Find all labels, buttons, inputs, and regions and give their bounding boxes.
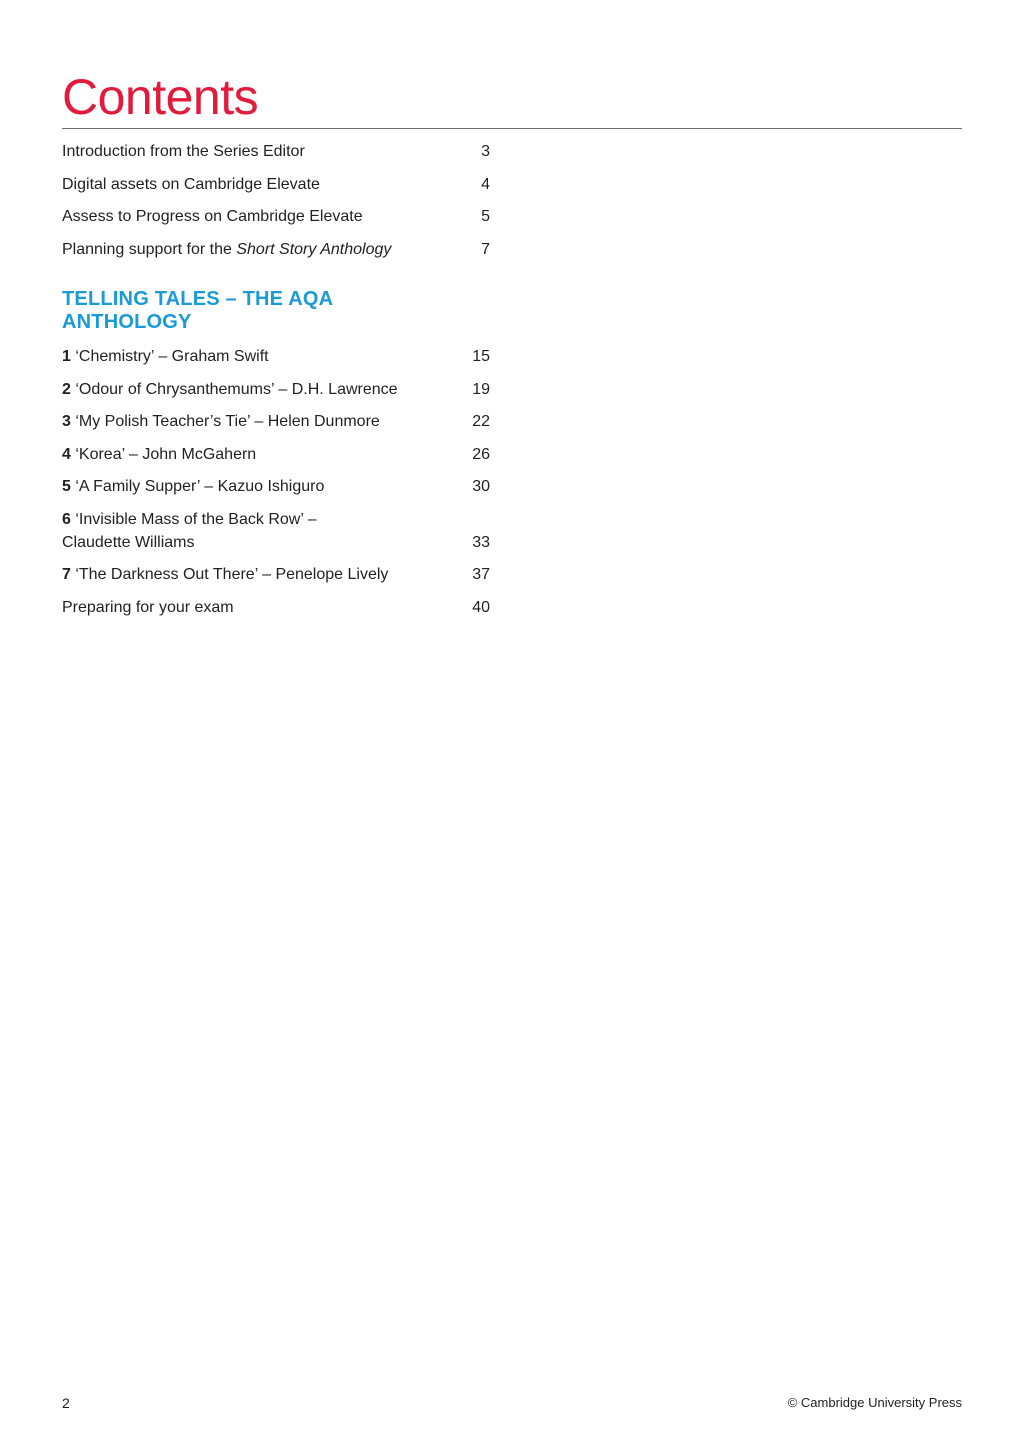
toc-entry-title — [62, 563, 472, 586]
toc-entry-story-3[interactable] — [62, 410, 490, 433]
story-title: ‘The Darkness Out There’ – Penelope Lively — [70, 566, 389, 583]
toc-entry-title-italic: Short Story Anthology — [236, 240, 392, 258]
toc-entry-story-5[interactable] — [62, 475, 490, 498]
story-title: ‘My Polish Teacher’s Tie’ – Helen Dunmore — [70, 413, 380, 430]
toc-entry-title: Preparing for your exam — [62, 598, 234, 616]
story-number: 3 — [62, 413, 71, 430]
section-heading: TELLING TALES – THE AQA ANTHOLOGY — [62, 288, 333, 333]
story-title: ‘A Family Supper’ – Kazuo Ishiguro — [70, 478, 325, 495]
toc-section-list — [62, 345, 490, 628]
toc-entry-page: 15 — [472, 348, 490, 365]
toc-entry-title: Assess to Progress on Cambridge Elevate — [62, 208, 363, 225]
toc-entry-page: 19 — [472, 380, 490, 398]
toc-entry-story-4[interactable] — [62, 443, 490, 466]
toc-entry-page: 5 — [481, 208, 490, 225]
toc-entry-story-1[interactable] — [62, 345, 490, 368]
toc-entry-preparing-for-exam[interactable] — [62, 596, 490, 619]
story-title: ‘Chemistry’ – Graham Swift — [70, 348, 269, 365]
story-title-line2: Claudette Williams — [62, 533, 195, 551]
toc-entry-page: 26 — [472, 445, 490, 463]
toc-entry-page: 22 — [472, 413, 490, 430]
toc-entry-page: 40 — [472, 598, 490, 616]
toc-entry-title — [62, 345, 472, 368]
toc-entry-page: 33 — [472, 533, 490, 551]
story-number: 4 — [62, 445, 71, 463]
toc-entry-title — [62, 508, 472, 554]
story-number: 7 — [62, 566, 71, 583]
footer-page-number: 2 — [62, 1395, 70, 1411]
toc-entry-title — [62, 238, 481, 261]
toc-entry-page: 3 — [481, 143, 490, 160]
title-divider — [62, 128, 962, 129]
toc-entry-page: 30 — [472, 478, 490, 495]
toc-entry-assess-to-progress[interactable] — [62, 205, 490, 228]
toc-entry-title: Digital assets on Cambridge Elevate — [62, 175, 320, 193]
toc-entry-planning-support[interactable] — [62, 238, 490, 261]
story-title: ‘Korea’ – John McGahern — [70, 445, 257, 463]
footer-copyright: © Cambridge University Press — [787, 1395, 962, 1410]
story-title: ‘Odour of Chrysanthemums’ – D.H. Lawrence — [70, 380, 398, 398]
toc-entry-page: 7 — [481, 240, 490, 258]
toc-entry-title — [62, 410, 472, 433]
page-title: Contents — [62, 69, 259, 125]
toc-entry-story-2[interactable] — [62, 378, 490, 401]
toc-entry-page: 37 — [472, 566, 490, 583]
toc-entry-story-7[interactable] — [62, 563, 490, 586]
toc-entry-introduction[interactable] — [62, 140, 490, 163]
toc-entry-title — [62, 378, 472, 401]
toc-entry-story-6[interactable] — [62, 508, 490, 554]
story-number: 2 — [62, 380, 71, 398]
toc-entry-title: Introduction from the Series Editor — [62, 143, 305, 160]
story-number: 6 — [62, 510, 71, 528]
toc-entry-digital-assets[interactable] — [62, 173, 490, 196]
story-title: ‘Invisible Mass of the Back Row’ – — [70, 510, 317, 528]
toc-entry-title-text: Planning support for the — [62, 240, 237, 258]
story-number: 5 — [62, 478, 71, 495]
toc-entry-title — [62, 443, 472, 466]
toc-entry-page: 4 — [481, 175, 490, 193]
toc-entry-title — [62, 475, 472, 498]
toc-intro-list — [62, 140, 490, 270]
story-number: 1 — [62, 348, 71, 365]
